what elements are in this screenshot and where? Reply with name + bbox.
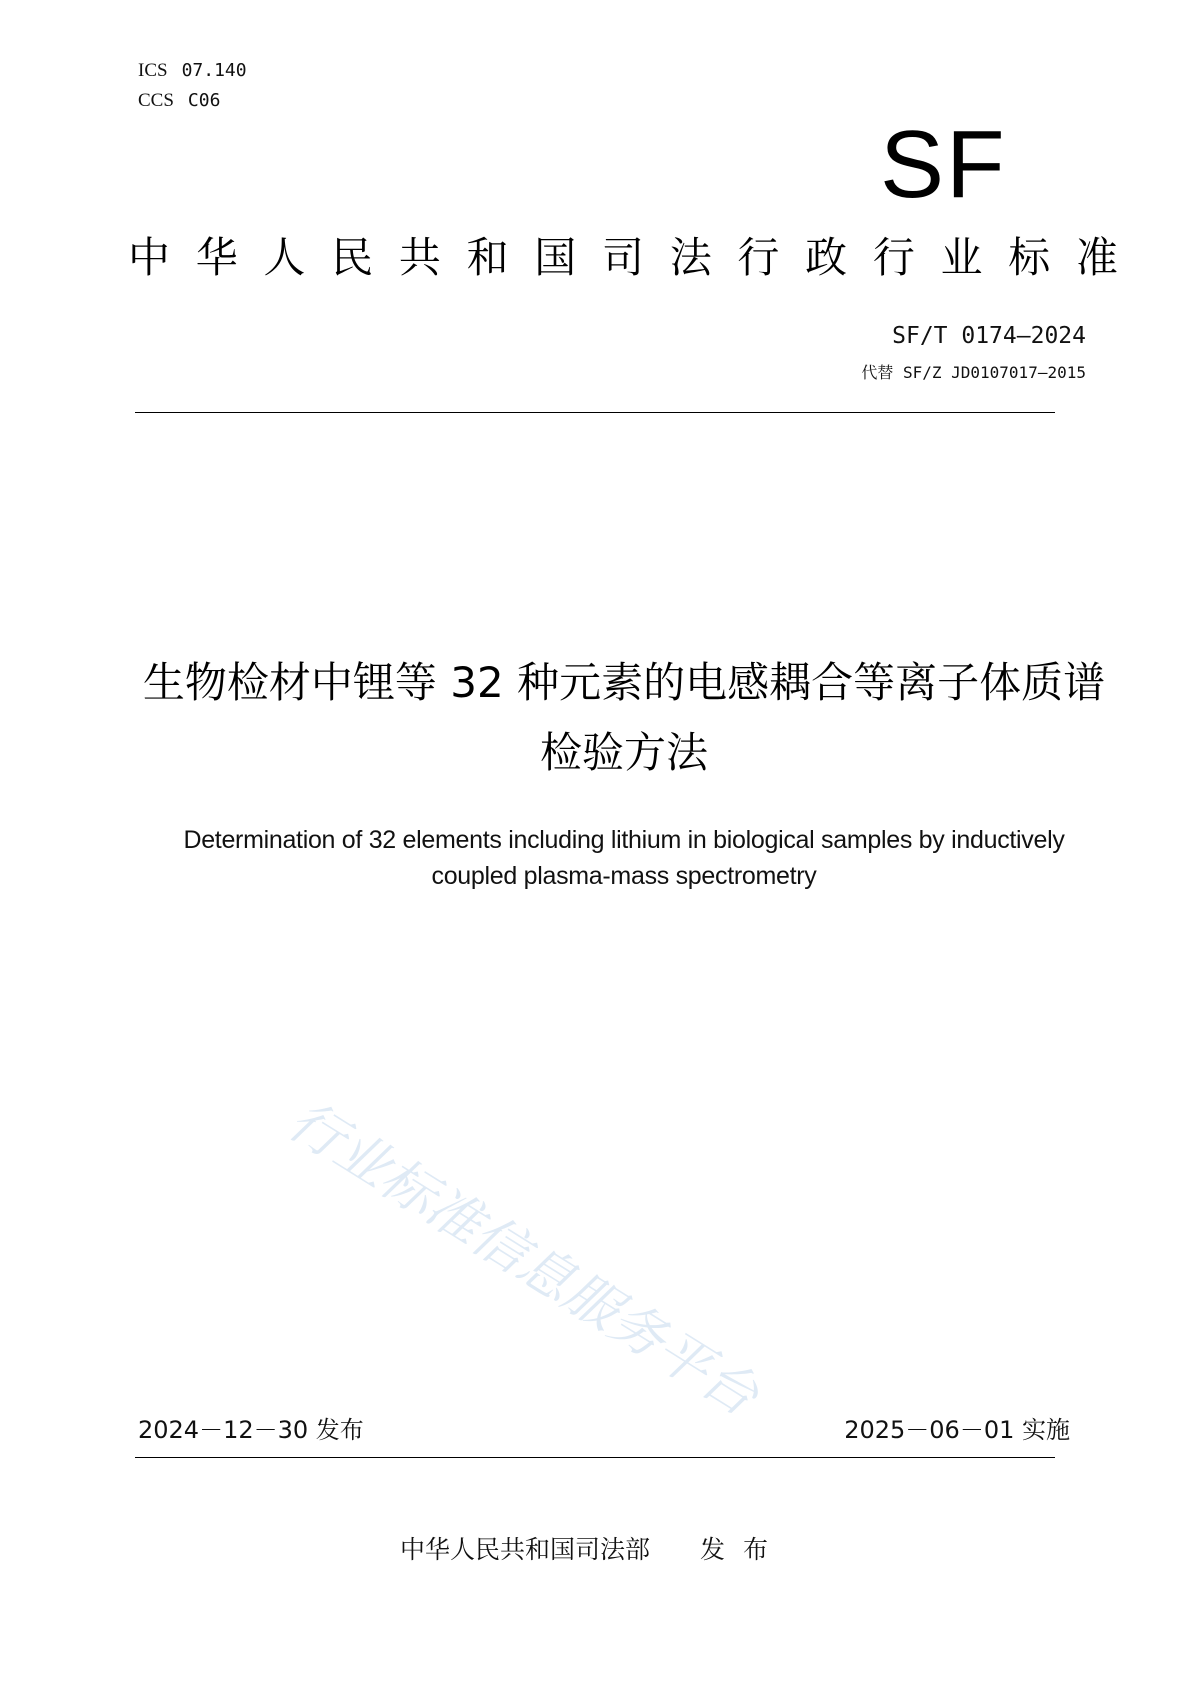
ccs-label: CCS (138, 90, 174, 111)
sf-logo: SF (880, 111, 1007, 218)
implement-date: 2025－06－01 实施 (844, 1416, 1070, 1444)
header-divider (135, 412, 1055, 413)
standard-type-heading: 中华人民共和国司法行政行业标准 (128, 233, 1118, 282)
ccs-code (138, 90, 220, 112)
issue-date: 2024－12－30 发布 (138, 1416, 364, 1444)
publisher (400, 1534, 786, 1566)
document-title-en: Determination of 32 elements including lithium in biological samples by inductively coupled plasma-mass spectrometry (183, 826, 1065, 890)
footer-divider (135, 1457, 1055, 1458)
ics-label: ICS (138, 60, 168, 81)
ics-value: 07.140 (181, 60, 247, 81)
replaces-standard: 代替 SF/Z JD0107017—2015 (861, 363, 1086, 382)
document-title-cn: 生物检材中锂等 32 种元素的电感耦合等离子体质谱检验方法 (142, 658, 1106, 777)
watermark: 行业标准信息服务平台 (277, 1088, 770, 1428)
standard-number: SF/T 0174—2024 (892, 323, 1086, 349)
ccs-value: C06 (187, 90, 221, 111)
publisher-action: 发布 (700, 1535, 787, 1564)
publisher-name: 中华人民共和国司法部 (400, 1535, 651, 1564)
ics-code (138, 60, 247, 82)
